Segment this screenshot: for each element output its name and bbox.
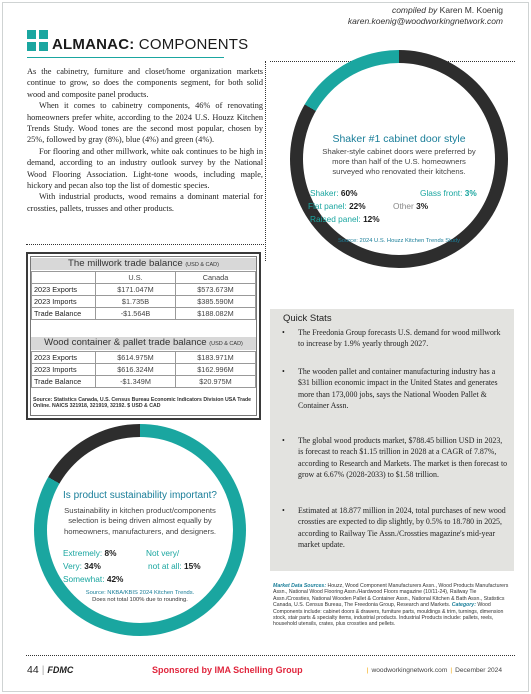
pallet-title	[31, 337, 256, 348]
table-row	[32, 352, 256, 364]
sustainability-stat-notvery	[146, 548, 179, 558]
shaker-subtitle: Shaker-style cabinet doors were preferred by more than half of the U.S. homeowners surveyed who renovated their kitchens.	[322, 147, 476, 177]
trade-balance-table	[26, 252, 261, 420]
stat-label: Other	[393, 201, 414, 211]
quick-stat-item	[282, 505, 508, 550]
footer-separator: |	[366, 667, 369, 674]
market-data-sources	[273, 583, 513, 628]
table-row	[32, 376, 256, 388]
author-email[interactable]: karen.koenig@woodworkingnetwork.com	[347, 16, 503, 26]
stat-label: Somewhat:	[63, 574, 105, 584]
cell-us: -$1.564B	[96, 308, 176, 320]
market-sources-text: Houzz, Wood Component Manufacturers Assn., Wood Products Manufacturers Assn., National Wood Flooring Assn./Hardwood Floors magazine (10/11-24), Railway Tie Assn./Crossties, National Wooden Pallet & Container Assn., National Kitchen & Bath Assn., Statistics Canada, U.S. Census Bureau, The Freedonia Group, Research and Markets.	[273, 583, 509, 609]
sustainability-source-text: Source: NKBA/KBIS 2024 Kitchen Trends.	[85, 590, 195, 596]
title-bold: ALMANAC:	[52, 36, 135, 53]
sustainability-stat-extremely	[63, 548, 117, 558]
footer-date: December 2024	[455, 667, 502, 674]
table-row	[32, 284, 256, 296]
shaker-stat-flat	[308, 201, 366, 211]
quick-stat-item	[282, 327, 508, 350]
stat-value: 3%	[464, 188, 477, 198]
quick-stats-title: Quick Stats	[283, 313, 332, 324]
stat-label: Flat panel:	[308, 201, 347, 211]
bullet-icon: •	[282, 328, 285, 337]
sustainability-note: Does not total 100% due to rounding.	[92, 597, 188, 603]
stat-value: 34%	[84, 561, 101, 571]
bullet-icon: •	[282, 367, 285, 376]
cell-us: -$1.349M	[96, 376, 176, 388]
almanac-logo-icon	[27, 30, 49, 52]
cell-canada: $573.673M	[176, 284, 256, 296]
cell-us: $616.324M	[96, 364, 176, 376]
intro-paragraph: With industrial products, wood remains a dominant material for crossties, pallets, trusses and other products.	[27, 192, 263, 213]
row-label: 2023 Imports	[32, 364, 96, 376]
title-rest: COMPONENTS	[134, 36, 249, 53]
pallet-unit: (USD & CAD)	[209, 341, 243, 347]
quick-stat-item	[282, 366, 508, 411]
cell-canada: $183.971M	[176, 352, 256, 364]
title-underline	[27, 57, 224, 58]
stat-label: Extremely:	[63, 548, 103, 558]
row-label: 2023 Exports	[32, 284, 96, 296]
compiled-name: Karen M. Koenig	[439, 5, 503, 15]
category-label: Category:	[451, 602, 476, 609]
millwork-title-text: The millwork trade balance	[68, 258, 183, 269]
sustainability-stat-notatall	[148, 561, 201, 571]
footer-website[interactable]: woodworkingnetwork.com	[371, 667, 448, 674]
table-header-cell: Canada	[176, 272, 256, 284]
cell-canada: $188.082M	[176, 308, 256, 320]
sustainability-source	[68, 590, 212, 604]
row-label: 2023 Imports	[32, 296, 96, 308]
stat-value: 60%	[340, 188, 358, 198]
cell-canada: $162.996M	[176, 364, 256, 376]
row-label: 2023 Exports	[32, 352, 96, 364]
sponsor-line: Sponsored by IMA Schelling Group	[152, 665, 303, 675]
stat-label: not at all:	[148, 561, 182, 571]
row-label: Trade Balance	[32, 376, 96, 388]
sustainability-title: Is product sustainability important?	[63, 490, 217, 501]
cell-canada: $385.590M	[176, 296, 256, 308]
dotted-divider-footer	[26, 655, 515, 656]
cell-us: $614.975M	[96, 352, 176, 364]
compiled-prefix: compiled by	[391, 5, 440, 15]
millwork-title	[31, 258, 256, 269]
quick-stat-item	[282, 435, 508, 480]
shaker-stat-glass	[420, 188, 477, 198]
bullet-icon: •	[282, 436, 285, 445]
intro-paragraph: For flooring and other millwork, white oak continues to be high in demand, according to an industry outlook survey by the National Wood Flooring Association. Light-tone woods, including maple, hickory and pecan also top the list of domestic species.	[27, 146, 263, 191]
dotted-divider-vertical	[265, 61, 266, 261]
page-number: 44	[27, 664, 39, 676]
stat-label: Very:	[63, 561, 82, 571]
sustainability-stat-very	[63, 561, 101, 571]
pallet-table	[31, 351, 256, 388]
intro-paragraph: When it comes to cabinetry components, 46% of renovating homeowners prefer white, according to the 2024 U.S. Houzz Kitchen Trends Study. Wood tones are the second most popular, chosen by 25%, followed by gray (8%), blue (4%) and green (4%).	[27, 101, 263, 145]
publication-brand: FDMC	[47, 665, 74, 675]
quick-stat-text: The wooden pallet and container manufacturing industry has a $31 billion economic impact in the United States and generates more than 173,000 jobs, says the National Wooden Pallet & Container Assn.	[298, 367, 498, 410]
table-row	[32, 296, 256, 308]
pallet-title-text: Wood container & pallet trade balance	[44, 337, 207, 348]
footer-right	[364, 667, 502, 674]
stat-value: 22%	[349, 201, 366, 211]
shaker-stat-raised	[310, 214, 380, 224]
pallet-title-band	[31, 337, 256, 350]
bullet-icon: •	[282, 506, 285, 515]
stat-value: 15%	[183, 561, 201, 571]
table-header-cell	[32, 272, 96, 284]
shaker-stat-other	[393, 201, 428, 211]
quick-stat-text: The global wood products market, $788.45 billion USD in 2023, is forecast to reach $1.15 trillion in 2028 at a CAGR of 7.87%, according to Research and Markets. The market is then forecast to grow at 6.67% (2028-2033) to $1.58 trillion.	[298, 436, 508, 479]
market-sources-label: Market Data Sources:	[273, 583, 327, 589]
page-number-block	[27, 664, 73, 676]
table-header-cell: U.S.	[96, 272, 176, 284]
stat-value: 3%	[416, 201, 429, 211]
footer-separator: |	[41, 664, 45, 676]
shaker-source: Source: 2024 U.S. Houzz Kitchen Trends Study	[337, 238, 461, 244]
millwork-table	[31, 271, 256, 320]
stat-value: 42%	[106, 574, 124, 584]
footer-separator: |	[450, 667, 453, 674]
credit-block	[348, 5, 503, 27]
intro-paragraph: As the cabinetry, furniture and closet/home organization markets continue to grow, so does the components segment, for both solid wood and composite panel products.	[27, 67, 263, 99]
sustainability-subtitle: Sustainability in kitchen product/components selection is being driven almost equally by homeowners, manufacturers, and designers.	[63, 506, 217, 536]
page-title	[52, 36, 248, 53]
sustainability-stat-somewhat	[63, 574, 123, 584]
intro-text	[27, 66, 263, 214]
cell-us: $1.735B	[96, 296, 176, 308]
stat-value: 8%	[104, 548, 117, 558]
table-header-row	[32, 272, 256, 284]
stat-label: Shaker:	[310, 188, 339, 198]
shaker-stat-shaker	[310, 188, 358, 198]
quick-stat-text: Estimated at 18.877 million in 2024, total purchases of new wood crossties are expected to dip slightly, by 0.5% to 18.780 in 2025, according to Railway Tie Assn./Crossties magazine's mid-year market update.	[298, 506, 506, 549]
millwork-title-band	[31, 258, 256, 270]
millwork-unit: (USD & CAD)	[185, 262, 219, 268]
trade-source: Source: Statistics Canada, U.S. Census Bureau Economic Indicators Division USA Trade Online. NAICS 321918, 321919, 32192. $ USD & CAD	[33, 397, 252, 410]
stat-value: 12%	[363, 214, 380, 224]
dotted-divider-left	[26, 244, 264, 245]
row-label: Trade Balance	[32, 308, 96, 320]
shaker-title: Shaker #1 cabinet door style	[332, 133, 466, 145]
stat-label: Not very/	[146, 548, 180, 558]
table-row	[32, 308, 256, 320]
stat-label: Glass front:	[420, 188, 463, 198]
quick-stat-text: The Freedonia Group forecasts U.S. demand for wood millwork to increase by 1.9% yearly through 2027.	[298, 328, 501, 349]
cell-canada: $20.975M	[176, 376, 256, 388]
table-row	[32, 364, 256, 376]
category-text: Wood Components include: cabinet doors & drawers, furniture parts, mouldings & trim, turnings, dimension stock, stair parts & specialty items, industrial products. Industrial Products include: pallets, reels, household utensils, crates, plus crossties and pellets.	[273, 602, 504, 628]
stat-label: Raised panel:	[310, 214, 361, 224]
cell-us: $171.047M	[96, 284, 176, 296]
